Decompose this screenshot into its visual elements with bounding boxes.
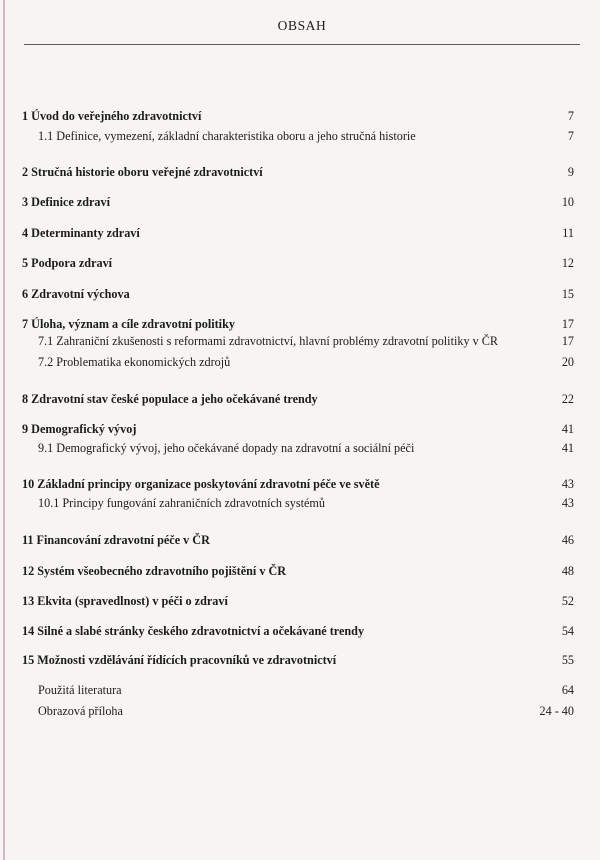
toc-section-9-1 [22,439,574,457]
toc-entry-title: 9.1 Demografický vývoj, jeho očekávané dopady na zdravotní a sociální péči [38,441,415,455]
toc-entry-title: 8 Zdravotní stav české populace a jeho očekávané trendy [22,392,318,406]
toc-chapter-10 [22,475,574,493]
toc-chapter-5 [22,254,574,272]
toc-chapter-6 [22,285,574,303]
page-left-edge [3,0,5,860]
toc-entry-page: 15 [561,287,574,301]
toc-entry-page: 54 [561,624,574,638]
toc-entry-title: 10 Základní principy organizace poskytování zdravotní péče ve světě [22,477,380,491]
toc-entry-page: 11 [562,226,574,240]
toc-entry-page: 7 [567,109,574,123]
toc-chapter-4 [22,224,574,242]
toc-entry-page: 12 [561,256,574,270]
toc-chapter-12 [22,562,574,580]
toc-chapter-14 [22,622,574,640]
toc-entry-title: 3 Definice zdraví [22,195,110,209]
toc-chapter-8 [22,390,574,408]
toc-entry-title: 15 Možnosti vzdělávání řídících pracovníků ve zdravotnictví [22,653,337,667]
toc-section-7-1 [22,332,574,350]
toc-entry-page: 10 [561,195,574,209]
toc-section-10-1 [22,494,574,512]
toc-entry-page: 24 - 40 [539,704,574,718]
toc-chapter-11 [22,531,574,549]
toc-section-7-2 [22,353,574,371]
toc-entry-title: 7.2 Problematika ekonomických zdrojů [38,355,231,369]
toc-entry-title: 11 Financování zdravotní péče v ČR [22,533,210,547]
toc-entry-title: 10.1 Principy fungování zahraničních zdravotních systémů [38,496,326,510]
toc-chapter-7 [22,315,574,333]
page-title: OBSAH [277,18,327,33]
toc-entry-title: 6 Zdravotní výchova [22,287,130,301]
toc-entry-title: 1 Úvod do veřejného zdravotnictví [22,109,202,123]
toc-entry-page: 55 [561,653,574,667]
toc-entry-title: 12 Systém všeobecného zdravotního pojištění v ČR [22,564,287,578]
toc-entry-title: 13 Ekvita (spravedlnost) v péči o zdraví [22,594,228,608]
toc-entry-title: 7 Úloha, význam a cíle zdravotní politiky [22,317,235,331]
toc-entry-page: 17 [561,334,574,348]
page-header [24,0,580,45]
toc-section-1-1 [22,127,574,145]
toc-entry-title: 1.1 Definice, vymezení, základní charakteristika oboru a jeho stručná historie [38,129,416,143]
toc-entry-page: 20 [561,355,574,369]
toc-entry-page: 43 [561,477,574,491]
toc-entry-page: 7 [567,129,574,143]
toc-chapter-9 [22,420,574,438]
toc-entry-page: 41 [561,422,574,436]
toc-chapter-1 [22,107,574,125]
toc-chapter-13 [22,592,574,610]
toc-entry-title: 14 Silné a slabé stránky českého zdravotnictví a očekávané trendy [22,624,365,638]
toc-entry-page: 17 [561,317,574,331]
toc-entry-title: Obrazová příloha [38,704,123,718]
toc-entry-page: 48 [561,564,574,578]
toc-entry-page: 64 [561,683,574,697]
toc-entry-page: 52 [561,594,574,608]
toc-image-appendix [22,702,574,720]
toc-entry-title: 4 Determinanty zdraví [22,226,140,240]
toc-entry-title: 7.1 Zahraniční zkušenosti s reformami zdravotnictví, hlavní problémy zdravotní politiky v ČR [38,334,498,348]
toc-entry-page: 9 [567,165,574,179]
toc-entry-page: 43 [561,496,574,510]
toc-chapter-3 [22,193,574,211]
toc-entry-page: 22 [561,392,574,406]
toc-literature [22,681,574,699]
toc-chapter-15 [22,651,574,669]
toc-chapter-2 [22,163,574,181]
toc-entry-title: Použitá literatura [38,683,122,697]
toc-entry-page: 41 [561,441,574,455]
toc-entry-title: 2 Stručná historie oboru veřejné zdravotnictví [22,165,263,179]
toc-entry-title: 9 Demografický vývoj [22,422,137,436]
toc-entry-page: 46 [561,533,574,547]
toc-entry-title: 5 Podpora zdraví [22,256,113,270]
